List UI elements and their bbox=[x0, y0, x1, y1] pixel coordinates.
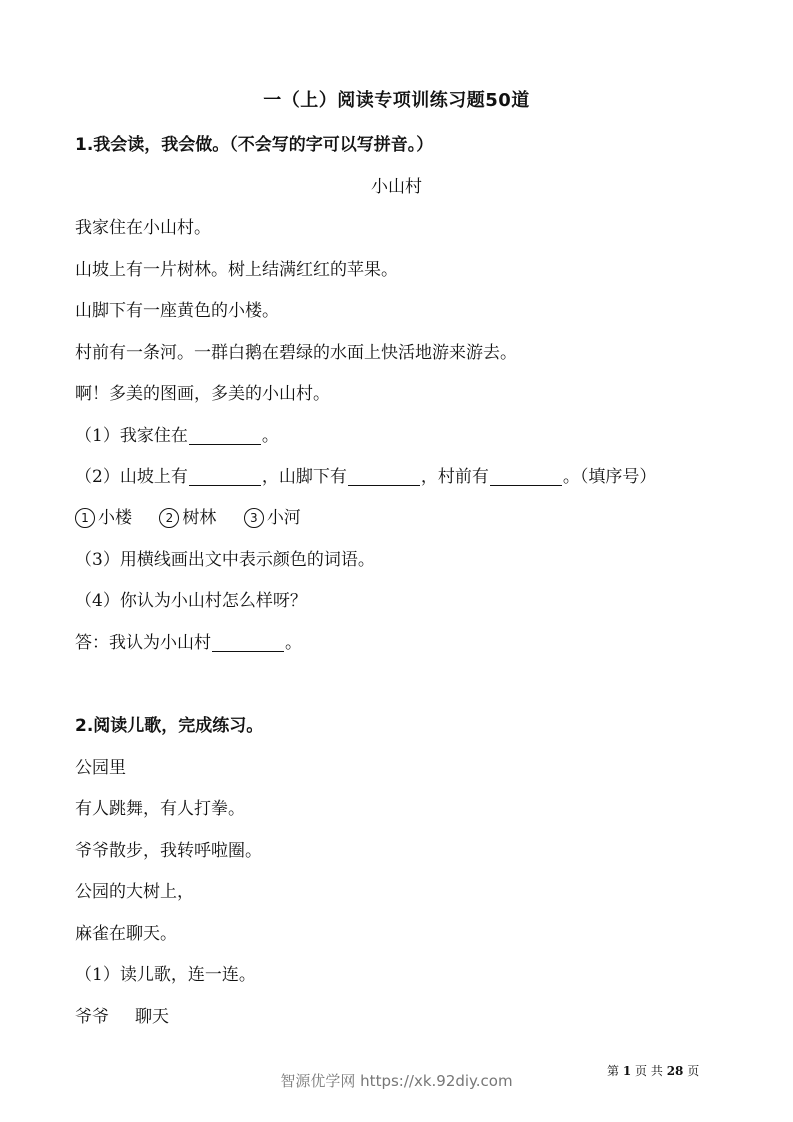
option-number-icon: 2 bbox=[159, 508, 179, 528]
sub-question-2 bbox=[75, 462, 656, 487]
question-2-heading: 2.阅读儿歌，完成练习。 bbox=[75, 716, 264, 736]
answer-blank[interactable] bbox=[490, 467, 562, 486]
page-number: 第 1 页 共 28 页 bbox=[607, 1064, 700, 1078]
punctuation: 。 bbox=[261, 426, 279, 446]
watermark: 智源优学网 https://xk.92diy.com bbox=[280, 1072, 513, 1090]
document-title: 一（上）阅读专项训练习题50道 bbox=[263, 90, 530, 111]
sub-question-text: （1）我家住在 bbox=[75, 426, 188, 446]
poem-line: 公园里 bbox=[75, 758, 126, 778]
option-text: 小楼 bbox=[98, 508, 132, 528]
sub-question-1: （1）读儿歌，连一连。 bbox=[75, 965, 256, 985]
poem-line: 麻雀在聊天。 bbox=[75, 924, 177, 944]
passage-line: 山坡上有一片树林。树上结满红红的苹果。 bbox=[75, 260, 398, 280]
punctuation: 。 bbox=[285, 633, 302, 653]
sub-question-1 bbox=[75, 421, 279, 446]
poem-line: 爷爷散步，我转呼啦圈。 bbox=[75, 841, 262, 861]
passage-title: 小山村 bbox=[371, 177, 422, 197]
option-item bbox=[75, 503, 132, 528]
answer-line bbox=[75, 628, 302, 653]
passage-line: 啊！多美的图画，多美的小山村。 bbox=[75, 384, 330, 404]
option-number-icon: 1 bbox=[75, 508, 95, 528]
answer-text: 答：我认为小山村 bbox=[75, 633, 211, 653]
sub-question-4: （4）你认为小山村怎么样呀？ bbox=[75, 591, 307, 611]
match-left-item[interactable]: 爷爷 bbox=[75, 1007, 109, 1027]
poem-line: 公园的大树上， bbox=[75, 882, 194, 902]
sub-question-text: （2）山坡上有 bbox=[75, 467, 188, 487]
question-1-heading: 1.我会读，我会做。（不会写的字可以写拼音。） bbox=[75, 135, 434, 155]
option-item bbox=[244, 503, 301, 528]
matching-row bbox=[75, 1002, 169, 1027]
sub-question-text: ，村前有 bbox=[420, 467, 489, 487]
answer-blank[interactable] bbox=[348, 467, 420, 486]
match-right-item[interactable]: 聊天 bbox=[135, 1007, 169, 1027]
option-item bbox=[159, 503, 216, 528]
passage-line: 村前有一条河。一群白鹅在碧绿的水面上快活地游来游去。 bbox=[75, 343, 517, 363]
option-number-icon: 3 bbox=[244, 508, 264, 528]
answer-blank[interactable] bbox=[189, 467, 261, 486]
sub-question-text: 。（填序号） bbox=[562, 467, 657, 487]
answer-blank[interactable] bbox=[189, 426, 261, 445]
answer-blank[interactable] bbox=[212, 633, 284, 652]
passage-line: 山脚下有一座黄色的小楼。 bbox=[75, 301, 279, 321]
option-text: 小河 bbox=[266, 508, 301, 528]
passage-line: 我家住在小山村。 bbox=[75, 218, 211, 238]
poem-line: 有人跳舞，有人打拳。 bbox=[75, 799, 245, 819]
option-text: 树林 bbox=[182, 508, 217, 528]
option-list bbox=[75, 503, 323, 528]
total-pages: 28 bbox=[666, 1064, 684, 1078]
sub-question-3: （3）用横线画出文中表示颜色的词语。 bbox=[75, 550, 375, 570]
sub-question-text: ，山脚下有 bbox=[261, 467, 347, 487]
current-page: 1 bbox=[622, 1064, 632, 1078]
